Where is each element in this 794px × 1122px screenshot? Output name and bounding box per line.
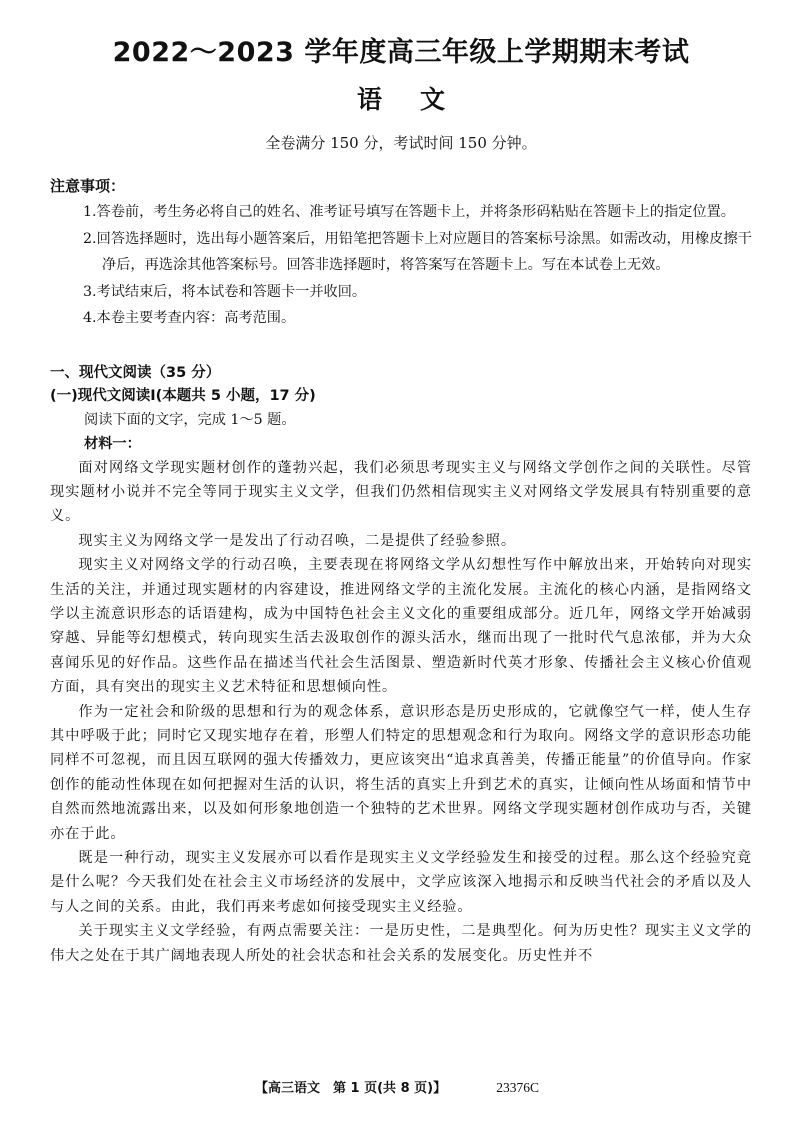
passage-paragraph: 既是一种行动，现实主义发展亦可以看作是现实主义文学经验发生和接受的过程。那么这个经验究竟是什么呢？今天我们处在社会主义市场经济的发展中，文学应该深入地揭示和反映当代社会的矛盾以及人与人之间的关系。由此，我们再来考虑如何接受现实主义经验。 bbox=[50, 850, 752, 915]
passage-paragraph: 现实主义为网络文学一是发出了行动召唤，二是提供了经验参照。 bbox=[78, 532, 516, 549]
subsection-heading: (一)现代文阅读Ⅰ(本题共 5 小题，17 分) bbox=[50, 387, 316, 404]
notice-item: 4.本卷主要考查内容：高考范围。 bbox=[83, 310, 296, 326]
page-footer bbox=[0, 1078, 794, 1099]
passage-paragraph: 现实主义对网络文学的行动召唤，主要表现在将网络文学从幻想性写作中解放出来，开始转向对现实生活的关注，并通过现实题材的内容建设，推进网络文学的主流化发展。主流化的核心内涵，是指网络文学以主流意识形态的话语建构，成为中国特色社会主义文化的重要组成部分。近几年，网络文学开始减弱穿越、异能等幻想模式，转向现实生活去汲取创作的源头活水，继而出现了一批时代气息浓郁，并为大众喜闻乐见的好作品。这些作品在描述当代社会生活图景、塑造新时代英才形象、传播社会主义核心价值观方面，具有突出的现实主义艺术特征和思想倾向性。 bbox=[50, 557, 752, 696]
footer-exam-code: 23376C bbox=[496, 1080, 539, 1095]
section-heading: 一、现代文阅读（35 分） bbox=[50, 364, 221, 381]
notice-item: 2.回答选择题时，选出每小题答案后，用铅笔把答题卡上对应题目的答案标号涂黑。如需改动，用橡皮擦干净后，再选涂其他答案标号。回答非选择题时，将答案写在答题卡上。写在本试卷上无效。 bbox=[83, 230, 752, 273]
notice-heading: 注意事项： bbox=[50, 177, 126, 195]
subject-title: 语文 bbox=[356, 85, 483, 114]
passage-paragraph: 关于现实主义文学经验，有两点需要关注：一是历史性，二是典型化。何为历史性？现实主义文学的伟大之处在于其广阔地表现人所处的社会状态和社会关系的发展变化。历史性并不 bbox=[50, 923, 752, 964]
footer-page-label: 【高三语文 第 1 页(共 8 页)】 bbox=[255, 1081, 447, 1096]
reading-passage bbox=[50, 456, 752, 969]
passage-paragraph: 面对网络文学现实题材创作的蓬勃兴起，我们必须思考现实主义与网络文学创作之间的关联性。尽管现实题材小说并不完全等同于现实主义文学，但我们仍然相信现实主义对网络文学发展具有特别重要的意义。 bbox=[50, 459, 752, 525]
reading-instruction: 阅读下面的文字，完成 1～5 题。 bbox=[84, 411, 296, 428]
exam-title: 2022～2023 学年度高三年级上学期期末考试 bbox=[112, 37, 690, 68]
score-info: 全卷满分 150 分，考试时间 150 分钟。 bbox=[265, 134, 537, 152]
notice-item: 1.答卷前，考生务必将自己的姓名、准考证号填写在答题卡上，并将条形码粘贴在答题卡上的指定位置。 bbox=[83, 204, 735, 220]
material-label: 材料一： bbox=[84, 435, 141, 452]
notice-list bbox=[50, 199, 752, 332]
passage-paragraph: 作为一定社会和阶级的思想和行为的观念体系，意识形态是历史形成的，它就像空气一样，使人生存其中呼吸于此；同时它又现实地存在着，形塑人们特定的思想观念和行为取向。网络文学的意识形态功能同样不可忽视，而且因互联网的强大传播效力，更应该突出“追求真善美，传播正能量”的价值导向。作家创作的能动性体现在如何把握对生活的认识，将生活的真实上升到艺术的真实，让倾向性从场面和情节中自然而然地流露出来，以及如何形象地创造一个独特的艺术世界。网络文学现实题材创作成功与否，关键亦在于此。 bbox=[50, 703, 752, 842]
notice-item: 3.考试结束后，将本试卷和答题卡一并收回。 bbox=[83, 283, 367, 300]
